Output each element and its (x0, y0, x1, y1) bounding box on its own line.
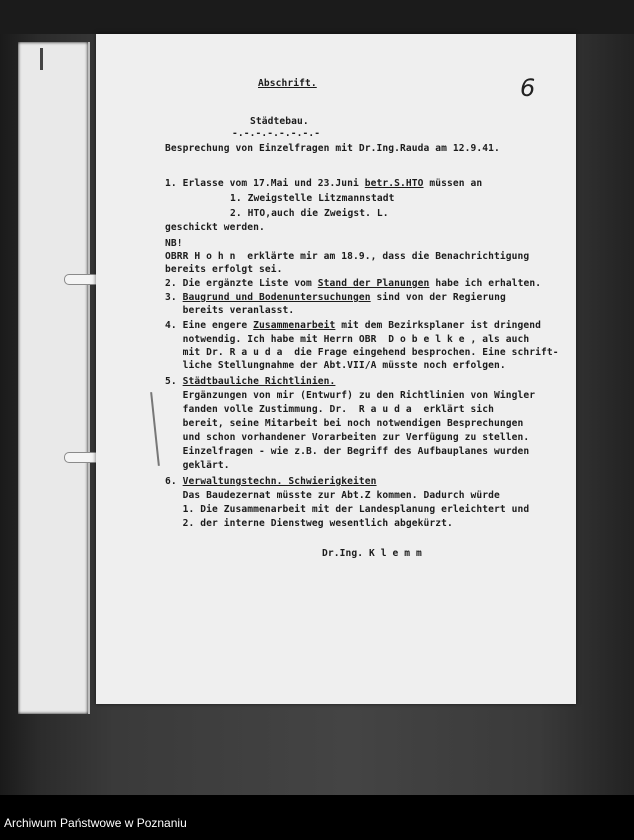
item-4-line-4: liche Stellungnahme der Abt.VII/A müsste noch erfolgen. (165, 360, 506, 371)
item-5-line-1: 5. Städtbauliche Richtlinien. (165, 376, 336, 387)
item-5-line-2: Ergänzungen von mir (Entwurf) zu den Richtlinien von Wingler (165, 390, 536, 401)
item-1-line-1: 1. Erlasse vom 17.Mai und 23.Juni betr.S.HTO müssen an (165, 178, 483, 189)
archive-label: Archiwum Państwowe w Poznaniu (4, 816, 187, 830)
nb-line-1: OBRR H o h n erklärte mir am 18.9., dass die Benachrichtigung (165, 251, 530, 262)
section-title: Städtebau. (250, 116, 309, 127)
item-5-line-3: fanden volle Zustimmung. Dr. R a u d a erklärt sich (165, 404, 495, 415)
nb-label: NB! (165, 238, 183, 249)
section-title-underline: -.-.-.-.-.-.-.- (232, 128, 321, 139)
item-4-line-2: notwendig. Ich habe mit Herrn OBR D o b e l k e , als auch (165, 334, 530, 345)
nb-line-2: bereits erfolgt sei. (165, 264, 283, 275)
item-4-line-1: 4. Eine engere Zusammenarbeit mit dem Bezirksplaner ist dringend (165, 320, 542, 331)
item-5-line-7: geklärt. (165, 460, 230, 471)
item-5-line-5: und schon vorhandener Vorarbeiten zur Verfügung zu stellen. (165, 432, 530, 443)
meeting-line: Besprechung von Einzelfragen mit Dr.Ing.Rauda am 12.9.41. (165, 143, 500, 154)
item-5-line-6: Einzelfragen - wie z.B. der Begriff des Aufbauplanes wurden (165, 446, 530, 457)
item-6-line-3: 1. Die Zusammenarbeit mit der Landesplanung erleichtert und (165, 504, 530, 515)
signature: Dr.Ing. K l e m m (322, 548, 422, 559)
item-1-sub-1: 1. Zweigstelle Litzmannstadt (230, 193, 395, 204)
document-heading: Abschrift. (258, 78, 317, 89)
item-5-line-4: bereit, seine Mitarbeit bei noch notwendigen Besprechungen (165, 418, 524, 429)
handwritten-page-number: 6 (520, 74, 536, 102)
item-6-line-4: 2. der interne Dienstweg wesentlich abgekürzt. (165, 518, 453, 529)
item-3-line-1: 3. Baugrund und Bodenuntersuchungen sind von der Regierung (165, 292, 506, 303)
item-2: 2. Die ergänzte Liste vom Stand der Planungen habe ich erhalten. (165, 278, 542, 289)
item-1-end: geschickt werden. (165, 222, 265, 233)
binding-clip-mark (40, 48, 43, 70)
item-6-line-2: Das Baudezernat müsste zur Abt.Z kommen. Dadurch würde (165, 490, 500, 501)
folder-binding-strip (18, 42, 90, 714)
item-3-line-2: bereits veranlasst. (165, 305, 295, 316)
item-1-sub-2: 2. HTO,auch die Zweigst. L. (230, 208, 389, 219)
item-6-line-1: 6. Verwaltungstechn. Schwierigkeiten (165, 476, 377, 487)
item-4-line-3: mit Dr. R a u d a die Frage eingehend besprochen. Eine schrift- (165, 347, 559, 358)
scan-top-band (0, 0, 634, 34)
